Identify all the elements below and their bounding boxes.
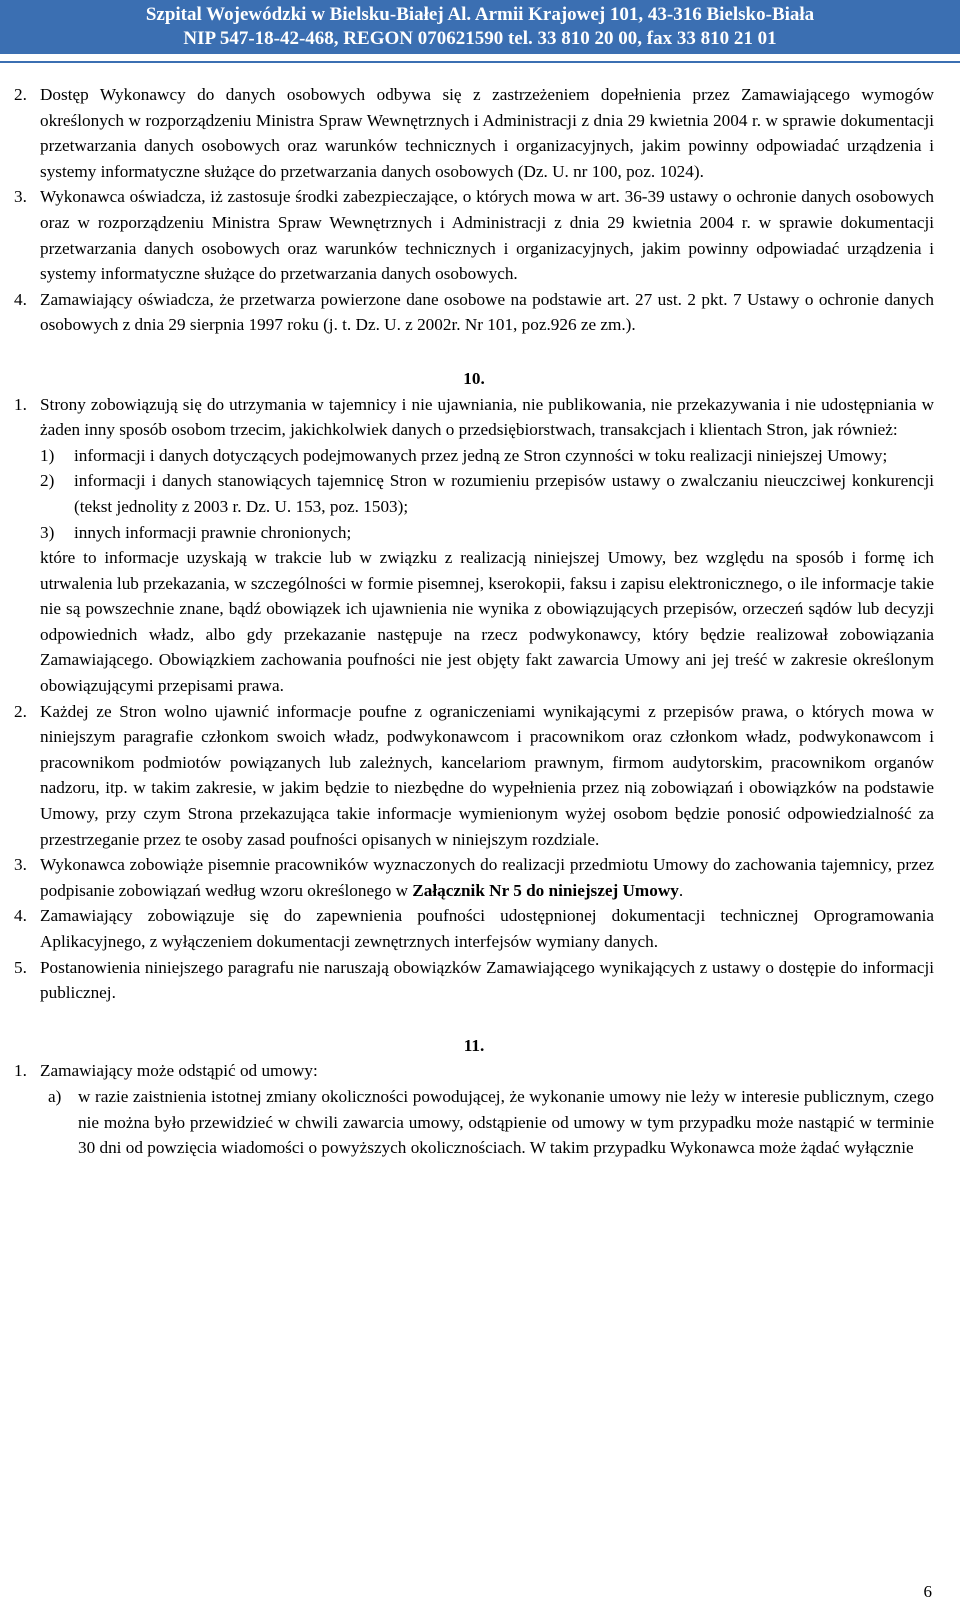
section-title-11: 11. [463, 1035, 485, 1055]
sec9-paragraph-4 [14, 287, 934, 338]
sec9-paragraph-3 [14, 184, 934, 286]
sec10-paragraph-3 [14, 852, 934, 903]
list-item-number: 3) [40, 522, 55, 542]
sec10-paragraph-2 [14, 699, 934, 853]
list-item-number: 2) [40, 471, 55, 491]
list-item-text: informacji i danych stanowiących tajemnicę Stron w rozumieniu przepisów ustawy o zwalczaniu nieuczciwej konkurencji (tekst jednolity z 2003 r. Dz. U. 153, poz. 1503); [74, 471, 934, 516]
attachment-reference: Załącznik Nr 5 do niniejszej Umowy [412, 880, 679, 900]
paragraph-number: 2. [14, 701, 27, 721]
paragraph-number: 3. [14, 187, 27, 207]
section-title-10: 10. [463, 368, 485, 388]
paragraph-number: 1. [14, 394, 27, 414]
list-item [14, 468, 934, 519]
list-item-text: w razie zaistnienia istotnej zmiany okoliczności powodującej, że wykonanie umowy nie leży w interesie publicznym, czego nie można było przewidzieć w chwili zawarcia umowy, odstąpienie od umowy w tym przypadku może nastąpić w terminie 30 dni od powzięcia wiadomości o powyższych okolicznościach. W takim przypadku Wykonawca może żądać wyłącznie [78, 1086, 934, 1158]
paragraph-continuation: które to informacje uzyskają w trakcie lub w związku z realizacją niniejszej Umowy, bez względu na sposób i formę ich utrwalenia lub przekazania, w szczególności w formie pisemnej, kserokopii, faksu i zapisu elektronicznego, o ile informacje takie nie są powszechnie znane, bądź obowiązek ich ujawnienia nie wynika z obowiązujących przepisów, orzeczeń sądów lub decyzji odpowiednich władz, albo gdy przekazanie następuje na rzecz podwykonawcy, który będzie realizował zobowiązania Zamawiającego. Obowiązkiem zachowania poufności nie jest objęty fakt zawarcia Umowy ani jej treść w zakresie określonym obowiązującymi przepisami prawa. [40, 548, 934, 696]
paragraph-number: 5. [14, 957, 27, 977]
paragraph-text: Wykonawca oświadcza, iż zastosuje środki zabezpieczające, o których mowa w art. 36-39 ustawy o ochronie danych osobowych oraz w rozporządzeniu Ministra Spraw Wewnętrznych i Administracji z dnia 29 kwietnia 2004 r. w sprawie dokumentacji przetwarzania danych osobowych oraz warunków technicznych i organizacyjnych, jakim powinny odpowiadać urządzenia i systemy informatyczne służące do przetwarzania danych osobowych. [40, 187, 934, 284]
paragraph-text: Zamawiający oświadcza, że przetwarza powierzone dane osobowe na podstawie art. 27 ust. 2 pkt. 7 Ustawy o ochronie danych osobowych z dnia 29 sierpnia 1997 roku (j. t. Dz. U. z 2002r. Nr 101, poz.926 ze zm.). [40, 289, 934, 335]
spacer [14, 1006, 934, 1033]
paragraph-number: 1. [14, 1061, 27, 1081]
list-item-letter: a) [48, 1086, 62, 1106]
paragraph-text: Postanowienia niniejszego paragrafu nie naruszają obowiązków Zamawiającego wynikających z ustawy o dostępie do informacji publicznej. [40, 957, 934, 1003]
page-number: 6 [923, 1582, 932, 1601]
paragraph-text-end: . [678, 880, 684, 900]
header-line-address: Szpital Wojewódzki w Bielsku-Białej Al. Armii Krajowej 101, 43-316 Bielsko-Biała [145, 4, 815, 25]
paragraph-text [40, 852, 934, 903]
sec11-paragraph-1 [14, 1058, 934, 1084]
paragraph-text: Strony zobowiązują się do utrzymania w tajemnicy i nie ujawniania, nie publikowania, nie przekazywania i nie udostępniania w żaden inny sposób osobom trzecim, jakichkolwiek danych o przedsiębiorstwach, transakcjach i klientach Stron, jak również: [40, 394, 934, 440]
spacer [14, 338, 934, 366]
paragraph-text: Zamawiający może odstąpić od umowy: [40, 1061, 318, 1081]
sec10-paragraph-4 [14, 903, 934, 954]
sec10-paragraph-1 [14, 392, 934, 443]
paragraph-number: 2. [14, 85, 27, 104]
paragraph-text: Zamawiający zobowiązuje się do zapewnienia poufności udostępnionej dokumentacji technicznej Oprogramowania Aplikacyjnego, z wyłączeniem dokumentacji zewnętrznych interfejsów wymiany danych. [40, 906, 934, 951]
list-item-text: innych informacji prawnie chronionych; [74, 522, 352, 542]
list-item-text: informacji i danych dotyczących podejmowanych przez jedną ze Stron czynności w toku realizacji niniejszej Umowy; [74, 445, 888, 465]
paragraph-text-main: Wykonawca zobowiąże pisemnie pracowników wyznaczonych do realizacji przedmiotu Umowy do zachowania tajemnicy, przez podpisanie zobowiązań według wzoru określonego w [40, 855, 934, 900]
paragraph-number: 4. [14, 289, 27, 309]
paragraph-number: 4. [14, 906, 27, 926]
list-item [14, 1084, 934, 1161]
document-body [14, 82, 934, 1161]
sec9-paragraph-2 [14, 82, 934, 184]
header-line-ids: NIP 547-18-42-468, REGON 070621590 tel. 33 810 20 00, fax 33 810 21 01 [183, 28, 777, 49]
paragraph-text: Dostęp Wykonawcy do danych osobowych odbywa się z zastrzeżeniem dopełnienia przez Zamawiającego wymogów określonych w rozporządzeniu Ministra Spraw Wewnętrznych i Administracji z dnia 29 kwietnia 2004 r. w sprawie dokumentacji przetwarzania danych osobowych oraz warunków technicznych i organizacyjnych, jakim powinny odpowiadać urządzenia i systemy informatyczne służące do przetwarzania danych osobowych (Dz. U. nr 100, poz. 1024). [40, 85, 934, 181]
list-item-number: 1) [40, 445, 55, 465]
sec10-paragraph-5 [14, 955, 934, 1006]
paragraph-number: 3. [14, 855, 27, 875]
list-item [14, 520, 934, 546]
list-item [14, 443, 934, 469]
document-header [0, 0, 960, 54]
paragraph-text: Każdej ze Stron wolno ujawnić informacje poufne z ograniczeniami wynikającymi z przepisów prawa, o których mowa w niniejszym paragrafie członkom swoich władz, podwykonawcom i pracownikom oraz członkom władz, podwykonawcom i pracownikom podmiotów powiązanych lub zależnych, kancelariom prawnym, firmom audytorskim, pracownikom organów nadzoru, itp. w takim zakresie, w jakim będzie to niezbędne do wypełnienia przez nią zobowiązań i obowiązków na podstawie Umowy, przy czym Strona przekazująca takie informacje wymienionym wyżej osobom będzie ponosić odpowiedzialność za przestrzeganie przez te osoby zasad poufności opisanych w niniejszym rozdziale. [40, 701, 934, 849]
header-rule [0, 61, 960, 63]
